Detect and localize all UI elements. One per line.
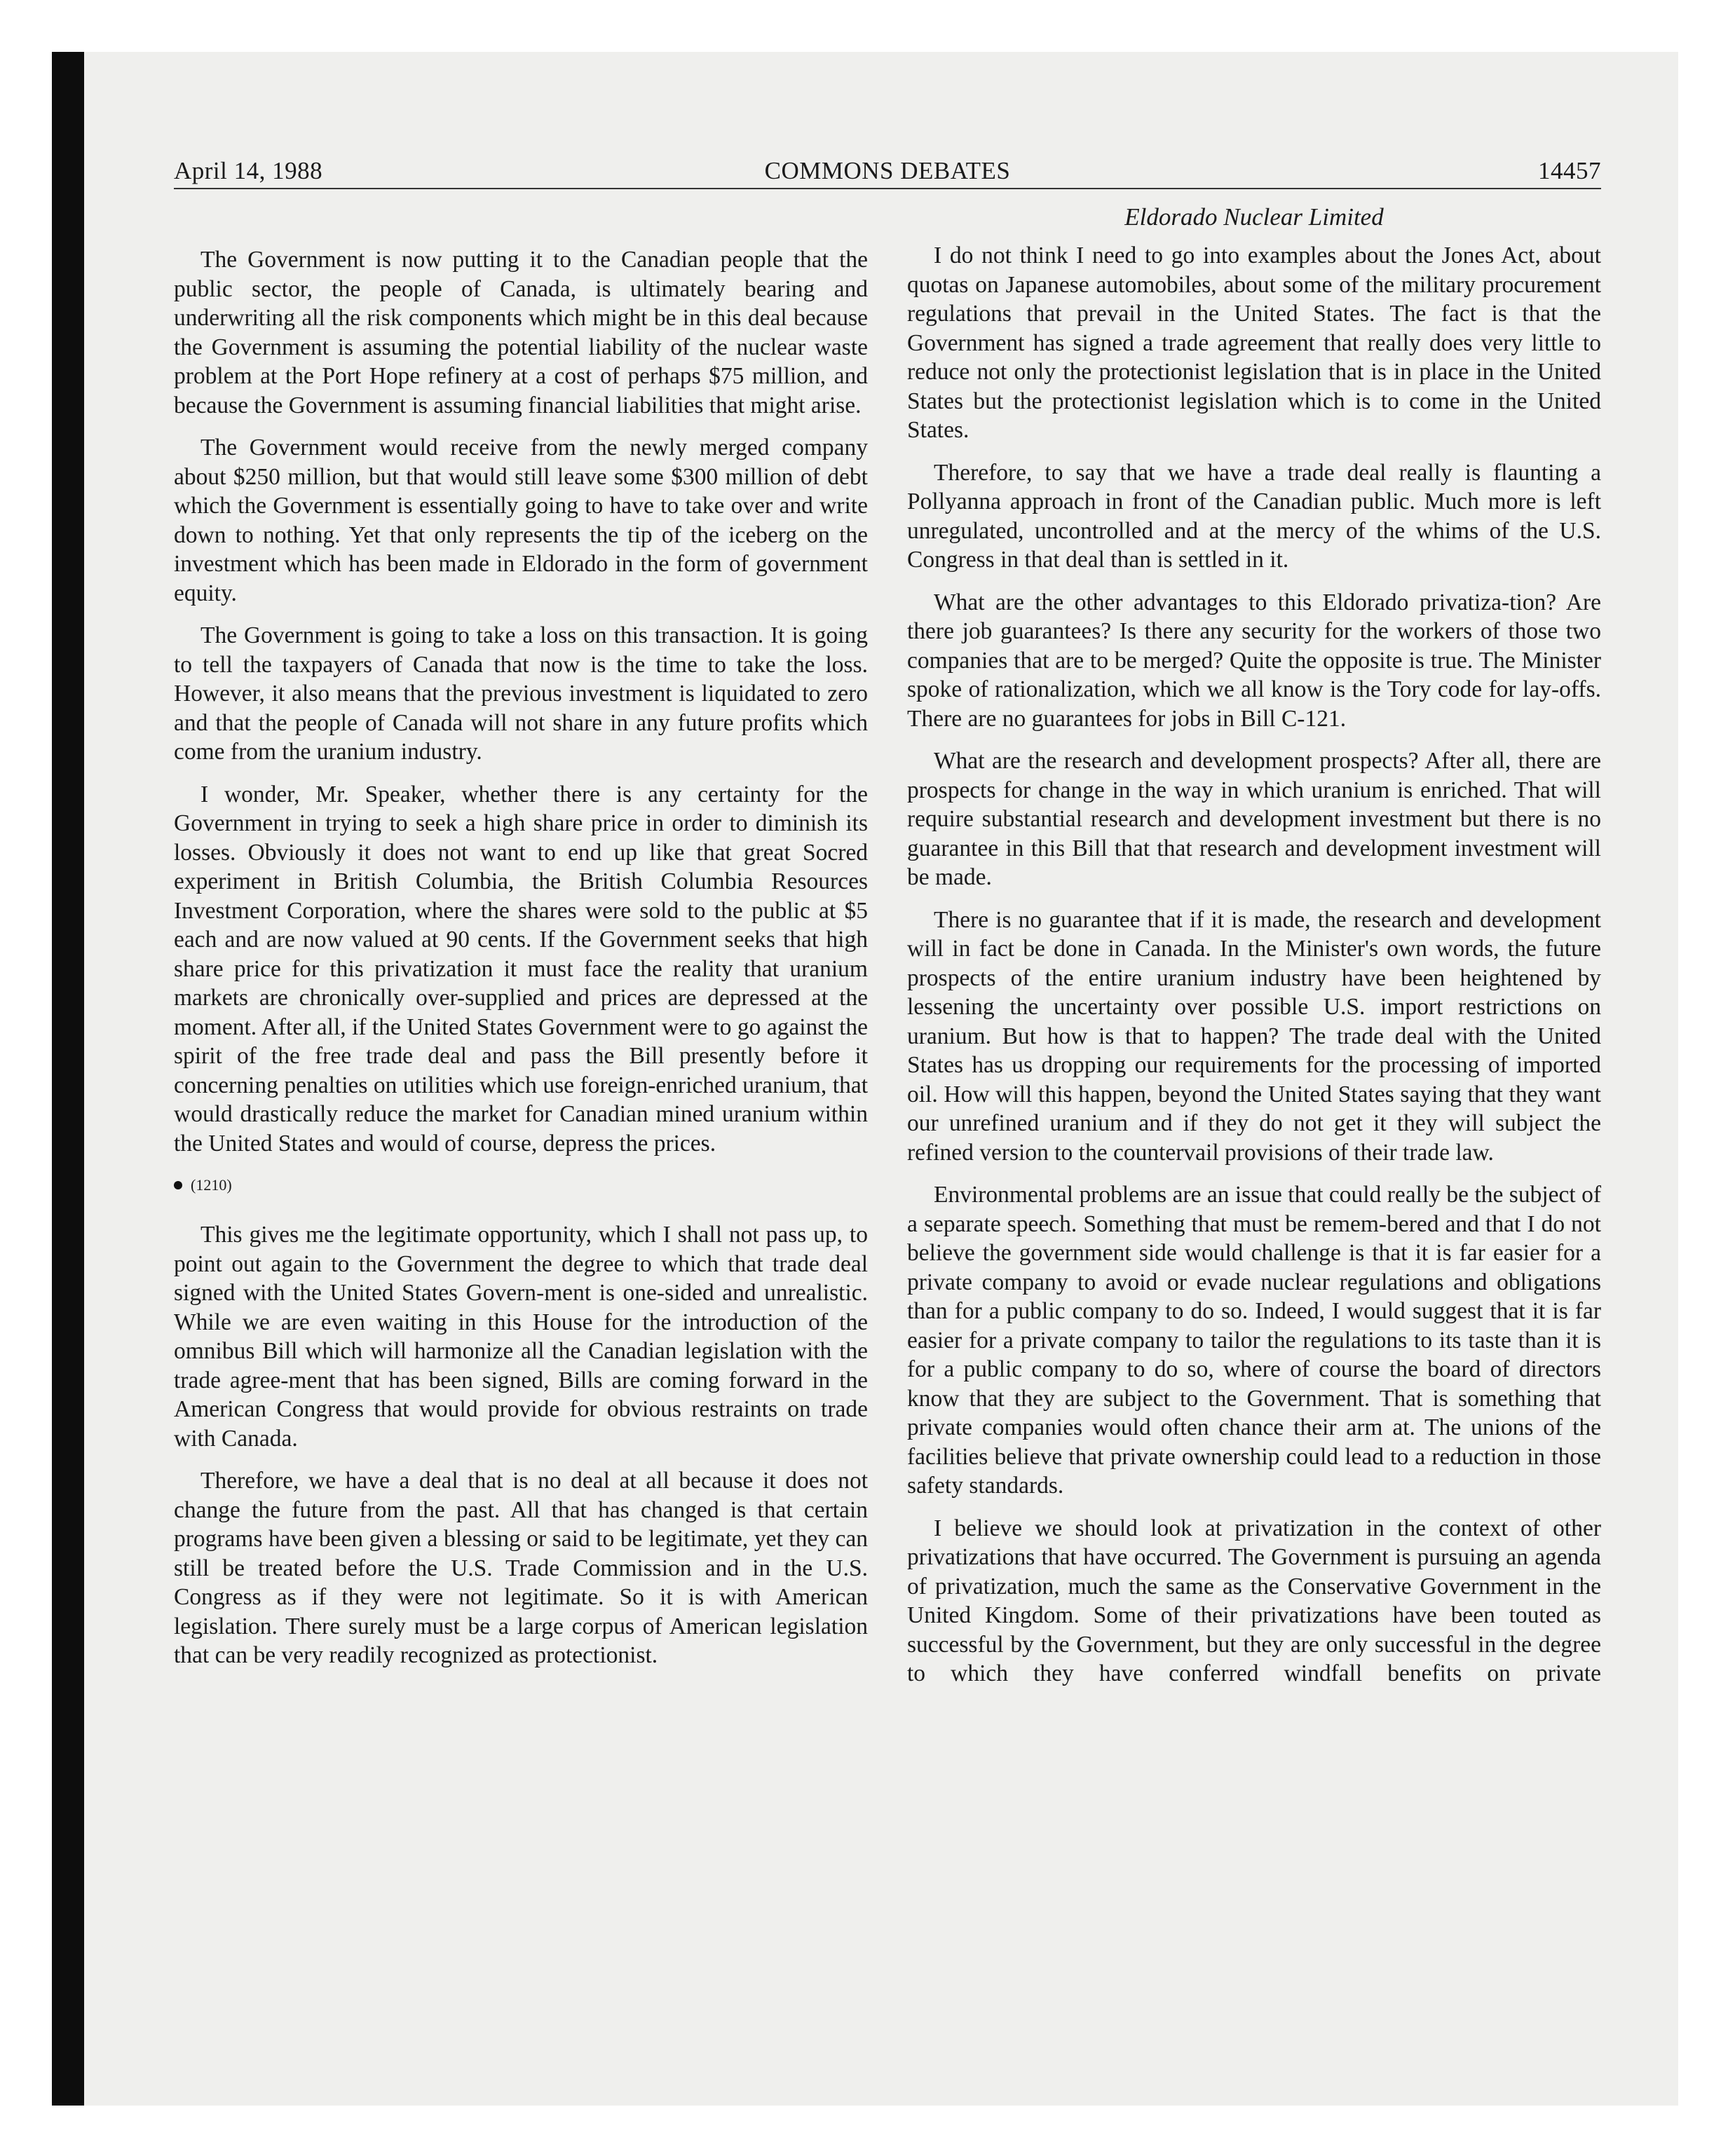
running-header — [174, 156, 1601, 189]
paragraph: Therefore, we have a deal that is no deal at all because it does not change the future from the past. All that has changed is that certain programs have been given a blessing or said to be legitimate, yet they can still be treated before the U.S. Trade Commission and in the U.S. Congress as if they were not legitimate. So it is with American legislation. There surely must be a large corpus of American legislation that can be very readily recognized as protectionist. — [174, 1468, 868, 1668]
paragraph: I wonder, Mr. Speaker, whether there is any certainty for the Government in trying to seek a high share price in order to diminish its losses. Obviously it does not want to end up like that great Socred experiment in British Columbia, the British Columbia Resources Investment Corporation, where the shares were sold to the public at $5 each and are now valued at 90 cents. If the Government seeks that high share price for this privatization it must face the reality that uranium markets are chronically over-supplied and prices are depressed at the moment. After all, if the United States Government were to go against the spirit of the free trade deal and pass the Bill presently before it concerning penalties on utilities which use foreign-enriched uranium, that would drastically reduce the market for Canadian mined uranium within the United States and would of course, depress the prices. — [174, 781, 868, 1157]
paragraph: The Government is going to take a loss on this transaction. It is going to tell the taxpayers of Canada that now is the time to take the loss. However, it also means that the previous investment is liquidated to zero and that the people of Canada will not share in any future profits which come from the uranium industry. — [174, 622, 868, 765]
time-marker — [174, 1171, 868, 1199]
paragraph: The Government would receive from the newly merged company about $250 million, but that would still leave some $300 million of debt which the Government is essentially going to have to take over and write down to nothing. Yet that only represents the tip of the iceberg on the investment which has been made in Eldorado in the form of government equity. — [174, 435, 868, 606]
scan-binding-edge — [52, 52, 84, 2106]
paragraph: This gives me the legitimate opportunity, which I shall not pass up, to point out again to the Government the degree to which that trade deal signed with the United States Govern-ment is one-sided and unrealistic. While we are even waiting in this House for the introduction of the omnibus Bill which will harmonize all the Canadian legislation with the trade agree-ment that has been signed, Bills are coming forward in the American Congress that would provide for obvious restraints on trade with Canada. — [174, 1222, 868, 1452]
header-page-number: 14457 — [1538, 157, 1601, 184]
paragraph: I do not think I need to go into examples about the Jones Act, about quotas on Japanese automobiles, about some of the military procurement regulations that prevail in the United States. The fact is that the Government has signed a trade agreement that really does very little to reduce not only the protectionist legislation that is in place in the United States but the protectionist legislation which is to come in the United States. — [907, 243, 1601, 443]
paragraph: Therefore, to say that we have a trade deal really is flaunting a Pollyanna approach in front of the Canadian public. Much more is left unregulated, uncontrolled and at the mercy of the whims of the U.S. Congress in that deal than is settled in it. — [907, 459, 1601, 573]
header-date: April 14, 1988 — [174, 157, 323, 184]
paragraph: The Government is now putting it to the Canadian people that the public sector, the people of Canada, is ultimately bearing and underwriting all the risk components which might be in this deal because the Government is assuming the potential liability of the nuclear waste problem at the Port Hope refinery at a cost of perhaps $75 million, and because the Government is assuming financial liabilities that might arise. — [174, 247, 868, 418]
time-marker-label: (1210) — [191, 1176, 232, 1194]
bullet-icon — [174, 1181, 182, 1189]
paragraph: There is no guarantee that if it is made, the research and development will in fact be done in Canada. In the Minister's own words, the future prospects of the entire uranium industry have been heightened by lessening the uncertainty over possible U.S. import restrictions on uranium. But how is that to happen? The trade deal with the United States has us dropping our requirements for the processing of imported oil. How will this happen, beyond the United States saying that they want our unrefined uranium and if they do not get it they will subject the refined version to the countervail provisions of their trade law. — [907, 906, 1601, 1166]
paragraph: Environmental problems are an issue that could really be the subject of a separate speech. Something that must be remem-bered and that I do not believe the government side would challenge is that it is far easier for a private company to avoid or evade nuclear regulations and obligations than for a public company to do so. Indeed, I would suggest that it is far easier for a private company to tailor the regulations to its taste than it is for a public company to do so, where of course the board of directors know that they are subject to the Government. That is something that private companies would often chance their arm at. The unions of the facilities believe that private ownership could lead to a reduction in those safety standards. — [907, 1182, 1601, 1499]
left-column — [174, 245, 868, 1684]
paragraph: I believe we should look at privatization in the context of other privatizations that have occurred. The Government is pursuing an agenda of privatization, much the same as the Conservative Government in the United Kingdom. Some of their privatizations have been touted as successful by the Government, but they are only successful in the degree to which they have conferred windfall benefits on private — [907, 1515, 1601, 1686]
paragraph: What are the research and development prospects? After all, there are prospects for change in the way in which uranium is enriched. That will require substantial research and development investment but there is no guarantee in this Bill that that research and development investment will be made. — [907, 748, 1601, 890]
subject-heading: Eldorado Nuclear Limited — [1124, 203, 1384, 231]
right-column — [907, 202, 1601, 1702]
paragraph: What are the other advantages to this Eldorado privatiza-tion? Are there job guarantees? Is there any security for the workers of those two companies that are to be merged? Quite the opposite is true. The Minister spoke of rationalization, which we all know is the Tory code for lay-offs. There are no guarantees for jobs in Bill C-121. — [907, 589, 1601, 732]
header-publication: COMMONS DEBATES — [764, 157, 1011, 184]
